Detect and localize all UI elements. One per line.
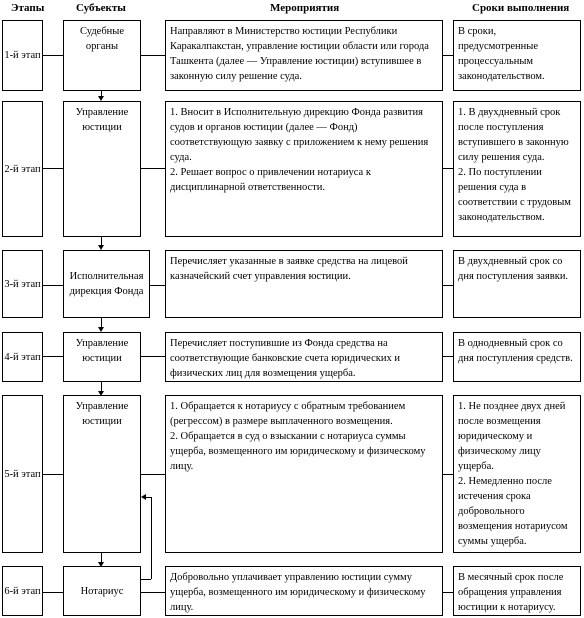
connector-line <box>42 55 63 56</box>
subject-box <box>63 566 141 616</box>
connector-line <box>443 356 453 357</box>
subject-label: Управление юстиции <box>75 401 129 427</box>
term-box <box>453 332 581 382</box>
stage-box <box>2 395 43 553</box>
subject-box <box>63 20 141 91</box>
action-text: Добровольно уплачивает управлению юстиции сумму ущерба, возмещенного им юридическому и физическому лицу. <box>170 572 426 613</box>
term-text: В однодневный срок со дня поступления средств. <box>458 338 573 364</box>
stage-label: 5-й этап <box>4 468 41 480</box>
header-subjects: Субъекты <box>76 2 126 14</box>
action-box <box>165 101 443 237</box>
action-box <box>165 20 443 91</box>
subject-box <box>63 395 141 553</box>
subject-label: Управление юстиции <box>75 338 129 364</box>
header-actions: Мероприятия <box>270 2 340 14</box>
action-text: Перечисляет поступившие из Фонда средства на соответствующие банковские счета юридических и физических лиц для возмещения ущерба. <box>170 338 400 379</box>
connector-line <box>443 168 453 169</box>
action-text: Направляют в Министерство юстиции Республики Каракалпакстан, управление юстиции области или города Ташкента (далее — Управление юстиции) вступившее в законную силу решение суда. <box>170 26 429 82</box>
action-text: Перечисляет указанные в заявке средства на лицевой казначейский счет управления юстиции. <box>170 256 408 282</box>
connector-line <box>141 474 165 475</box>
subject-box <box>63 101 141 237</box>
stage-box <box>2 101 43 237</box>
action-box <box>165 332 443 382</box>
connector-line <box>150 285 165 286</box>
return-line <box>151 497 152 579</box>
term-text: В месячный срок после обращения управления юстиции к нотариусу. <box>458 572 564 613</box>
connector-line <box>443 592 453 593</box>
header-terms: Сроки выполнения <box>472 2 570 14</box>
subject-box <box>63 332 141 382</box>
connector-line <box>141 592 165 593</box>
stage-label: 1-й этап <box>4 50 41 61</box>
return-line <box>141 579 151 580</box>
action-text: 1. Вносит в Исполнительную дирекцию Фонда развития судов и органов юстиции (далее — Фонд) соответствующую заявку с приложением к нему решения суда. 2. Решает вопрос о привлечении нотариуса к дисциплинарной ответственности. <box>170 107 429 193</box>
subject-label: Нотариус <box>80 585 124 597</box>
stage-box <box>2 250 43 318</box>
return-arrow-left-icon <box>141 494 146 500</box>
stage-label: 6-й этап <box>4 585 41 597</box>
action-text: 1. Обращается к нотариусу с обратным требованием (регрессом) в размере выплаченного возмещения. 2. Обращается в суд о взыскании с нотариуса суммы ущерба, возмещенного им юридическому и физическому лицу. <box>170 401 426 472</box>
subject-box <box>63 250 150 318</box>
action-box <box>165 566 443 616</box>
subject-label: Судебные органы <box>79 26 124 52</box>
term-box <box>453 101 581 237</box>
term-text: В сроки, предусмотренные процессуальным законодательством. <box>458 26 545 82</box>
stage-label: 4-й этап <box>4 351 41 363</box>
term-box <box>453 566 581 616</box>
connector-line <box>443 285 453 286</box>
term-text: 1. В двухдневный срок после поступления вступившего в законную силу решения суда. 2. По поступлении решения суда в соответствии с трудовым законодательством. <box>458 107 571 223</box>
action-box <box>165 395 443 553</box>
stage-label: 2-й этап <box>4 163 41 175</box>
connector-line <box>42 592 63 593</box>
subject-label: Управление юстиции <box>75 107 129 133</box>
connector-line <box>42 474 63 475</box>
connector-line <box>443 55 453 56</box>
term-box <box>453 395 581 553</box>
connector-line <box>42 356 63 357</box>
header-stages: Этапы <box>11 2 45 14</box>
term-box <box>453 250 581 318</box>
stage-box <box>2 566 43 616</box>
connector-line <box>42 168 63 169</box>
term-text: 1. Не позднее двух дней после возмещения юридическому и физическому лицу ущерба. 2. Немедленно после истечения срока добровольного возмещения нотариусом суммы ущерба. <box>458 401 568 547</box>
action-box <box>165 250 443 318</box>
connector-line <box>141 55 165 56</box>
connector-line <box>443 474 453 475</box>
connector-line <box>141 356 165 357</box>
term-text: В двухдневный срок со дня поступления заявки. <box>458 256 569 282</box>
stage-box <box>2 332 43 382</box>
stage-label: 3-й этап <box>4 278 41 290</box>
subject-label: Исполнительная дирекция Фонда <box>69 271 144 297</box>
connector-line <box>141 168 165 169</box>
connector-line <box>42 285 63 286</box>
stage-box <box>2 20 43 91</box>
term-box <box>453 20 581 91</box>
